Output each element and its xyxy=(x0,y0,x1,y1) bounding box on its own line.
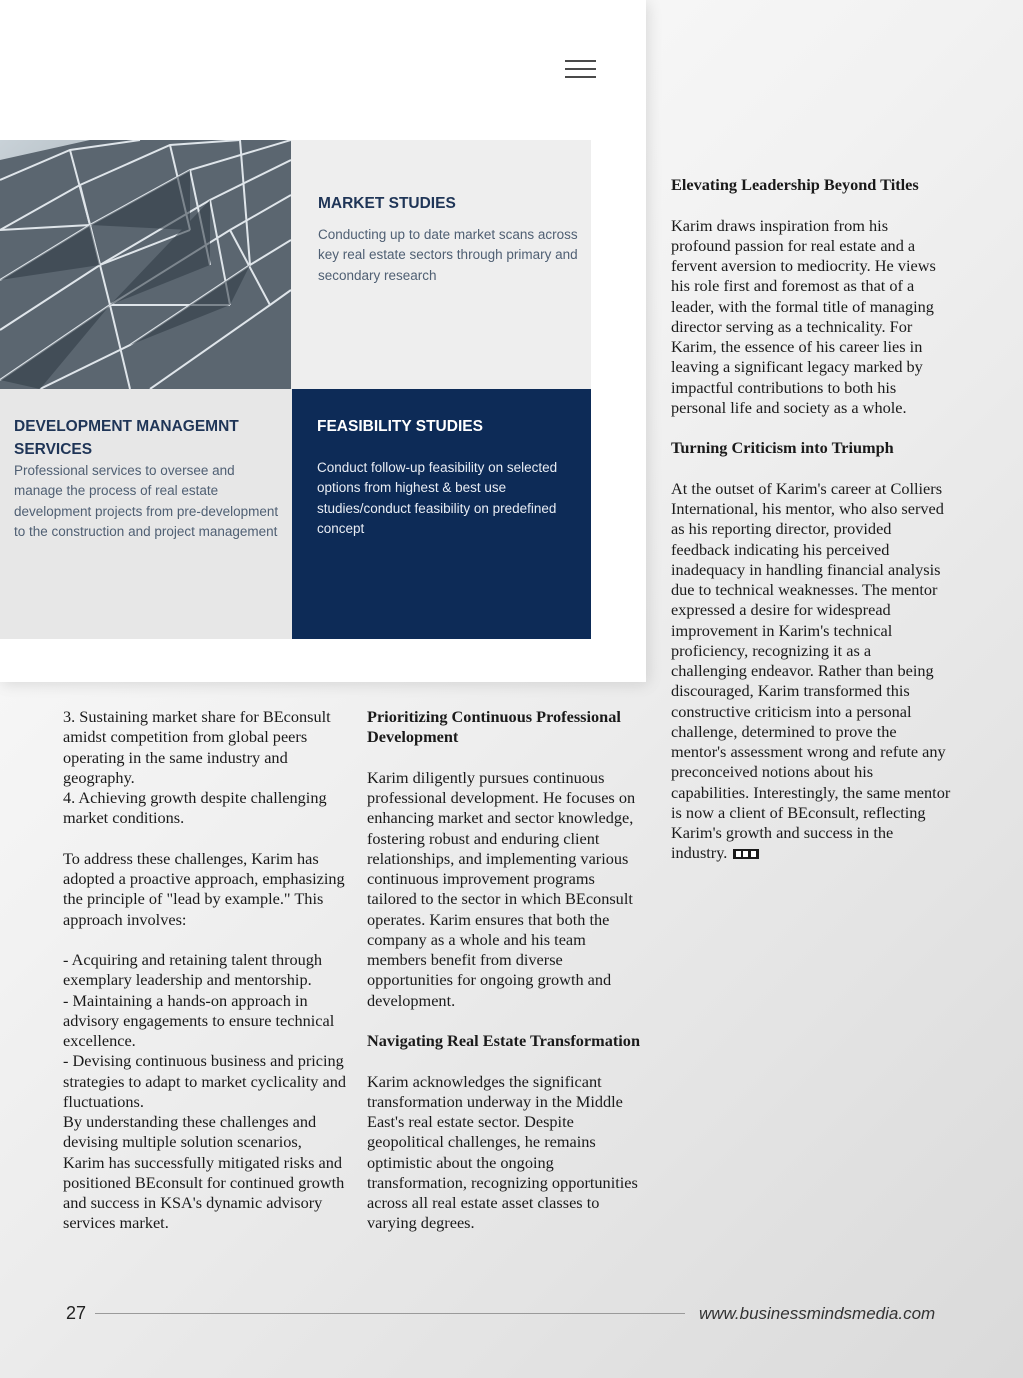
market-studies-tile xyxy=(291,140,591,389)
challenge-item: 3. Sustaining market share for BEconsult amidst competition from global peers operating in the same industry and geography. xyxy=(63,707,331,787)
development-management-tile xyxy=(0,389,292,639)
website-link[interactable]: www.businessmindsmedia.com xyxy=(699,1304,936,1323)
development-management-title: DEVELOPMENT MANAGEMNT SERVICES xyxy=(14,418,239,458)
facade-pattern xyxy=(0,140,291,389)
development-management-text: Professional services to oversee and manage the process of real estate development projects from pre-development to the construction and project management xyxy=(14,463,279,539)
paragraph: To address these challenges, Karim has adopted a proactive approach, emphasizing the principle of "lead by example." This approach involves: xyxy=(63,848,345,929)
section-heading: Turning Criticism into Triumph xyxy=(671,438,894,458)
market-studies-text: Conducting up to date market scans across key real estate sectors through primary and secondary research xyxy=(318,227,578,283)
article-column-middle xyxy=(367,707,647,1234)
menu-icon[interactable] xyxy=(565,60,596,80)
challenge-item: 4. Achieving growth despite challenging market conditions. xyxy=(63,788,327,828)
bullet-item: - Devising continuous business and pricing strategies to adapt to market cyclicality and fluctuations. xyxy=(63,1051,347,1111)
bullet-item: - Acquiring and retaining talent through exemplary leadership and mentorship. xyxy=(63,950,323,990)
market-studies-title: MARKET STUDIES xyxy=(318,195,456,212)
feasibility-studies-tile xyxy=(292,389,591,639)
paragraph: At the outset of Karim's career at Colliers International, his mentor, who also served as his reporting director, provided feedback indicating his perceived inadequacy in handling financial analysis due to technical weaknesses. The mentor expressed a desire for widespread improvement in Karim's technical proficiency, recognizing it as a challenging endeavor. Rather than being discouraged, Karim transformed this constructive criticism into a personal challenge, determined to prove the mentor's assessment wrong and refute any preconceived notions about his capabilities. Interestingly, the same mentor is now a client of BEconsult, reflecting Karim's growth and success in the industry. xyxy=(671,478,951,863)
section-heading: Elevating Leadership Beyond Titles xyxy=(671,175,919,194)
footer-divider xyxy=(95,1313,685,1314)
bullet-item: - Maintaining a hands-on approach in advisory engagements to ensure technical excellence. xyxy=(63,990,335,1050)
page-footer xyxy=(0,1300,1023,1330)
image-panel xyxy=(0,0,646,682)
paragraph: Karim acknowledges the significant transformation underway in the Middle East's real estate sector. Despite geopolitical challenges, he remains optimistic about the ongoing transformation, recognizing opportunities across all real estate asset classes to varying degrees. xyxy=(367,1071,638,1233)
section-heading: Navigating Real Estate Transformation xyxy=(367,1031,640,1050)
feasibility-studies-title: FEASIBILITY STUDIES xyxy=(317,418,483,435)
paragraph: Karim draws inspiration from his profound passion for real estate and a fervent aversion to mediocrity. He views his role first and foremost as that of a leader, with the formal title of managing director serving as a technicality. For Karim, the essence of his career lies in leaving a significant legacy marked by impactful contributions to both his personal life and society as a whole. xyxy=(671,215,936,417)
feasibility-studies-text: Conduct follow-up feasibility on selected options from highest & best use studies/conduct feasibility on predefined concept xyxy=(317,460,558,536)
architecture-photo xyxy=(0,140,291,389)
paragraph: Karim diligently pursues continuous professional development. He focuses on enhancing market and sector knowledge, fostering robust and enduring client relationships, and implementing various continuous improvement programs tailored to the sector in which BEconsult operates. Karim ensures that both the company as a whole and his team members benefit from diverse opportunities for ongoing growth and development. xyxy=(367,767,636,1010)
services-graphic xyxy=(0,140,591,639)
end-of-article-icon xyxy=(733,849,759,859)
section-heading: Prioritizing Continuous Professional Development xyxy=(367,707,621,747)
article-column-right xyxy=(671,175,951,884)
article-column-left xyxy=(63,707,347,1234)
paragraph: By understanding these challenges and devising multiple solution scenarios, Karim has successfully mitigated risks and positioned BEconsult for continued growth and success in KSA's dynamic advisory services market. xyxy=(63,1112,345,1233)
page-number: 27 xyxy=(66,1303,87,1323)
